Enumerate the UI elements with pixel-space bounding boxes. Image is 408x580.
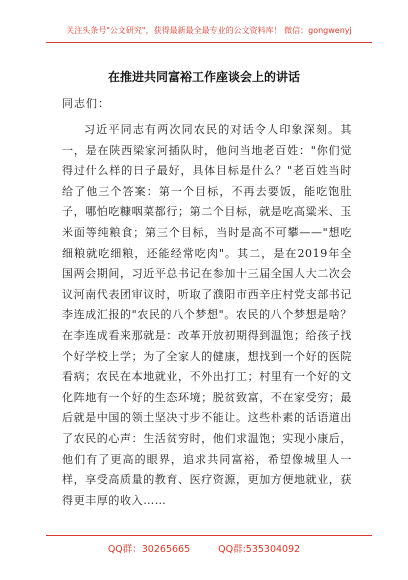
header-divider	[46, 42, 372, 43]
salutation: 同志们：	[62, 97, 110, 110]
footer-qq-group-1: QQ群：30265665	[107, 544, 191, 555]
footer-qq-group-2: QQ群:535304092	[218, 544, 301, 555]
body-paragraph: 习近平同志有两次同农民的对话令人印象深刻。其一，是在陕西梁家河插队时，他问当地老百姓："你们觉得过什么样的日子最好，具体目标是什么？"老百姓当时给了他三个答案：第一个目标，不再去要饭，能吃饱肚子，哪怕吃糠咽菜都行；第二个目标，就是吃高粱米、玉米面等纯粮食；第三个目标，当时是高不可攀——"想吃细粮就吃细粮，还能经常吃肉"。其二，是在2019年全国两会期间，习近平总书记在参加十三届全国人大二次会议河南代表团审议时，听取了濮阳市西辛庄村党支部书记李连成汇报的"农民的八个梦想"。农民的八个梦想是啥？在李连成看来那就是：改革开放初期得到温饱；给孩子找个好学校上学；为了全家人的健康，想找到一个好的医院看病；农民在本地就业，不外出打工；村里有一个好的文化阵地有一个好的生态环境；脱贫致富，不在家受穷；最后就是中国的领土坚决寸步不能让。这些朴素的话语道出了农民的心声：生活贫穷时，他们求温饱；实现小康后，他们有了更高的眼界，追求共同富裕，希望像城里人一样，享受高质量的教育、医疗资源，更加方便地就业，获得更丰厚的收入……	[62, 123, 352, 507]
promo-header: 关注头条号"公文研究"，获得最新最全最专业的公文资料库！ 微信：gongwenyj	[66, 26, 352, 35]
footer	[0, 541, 408, 555]
footer-divider	[46, 535, 372, 536]
document-title: 在推进共同富裕工作座谈会上的讲话	[107, 70, 300, 84]
